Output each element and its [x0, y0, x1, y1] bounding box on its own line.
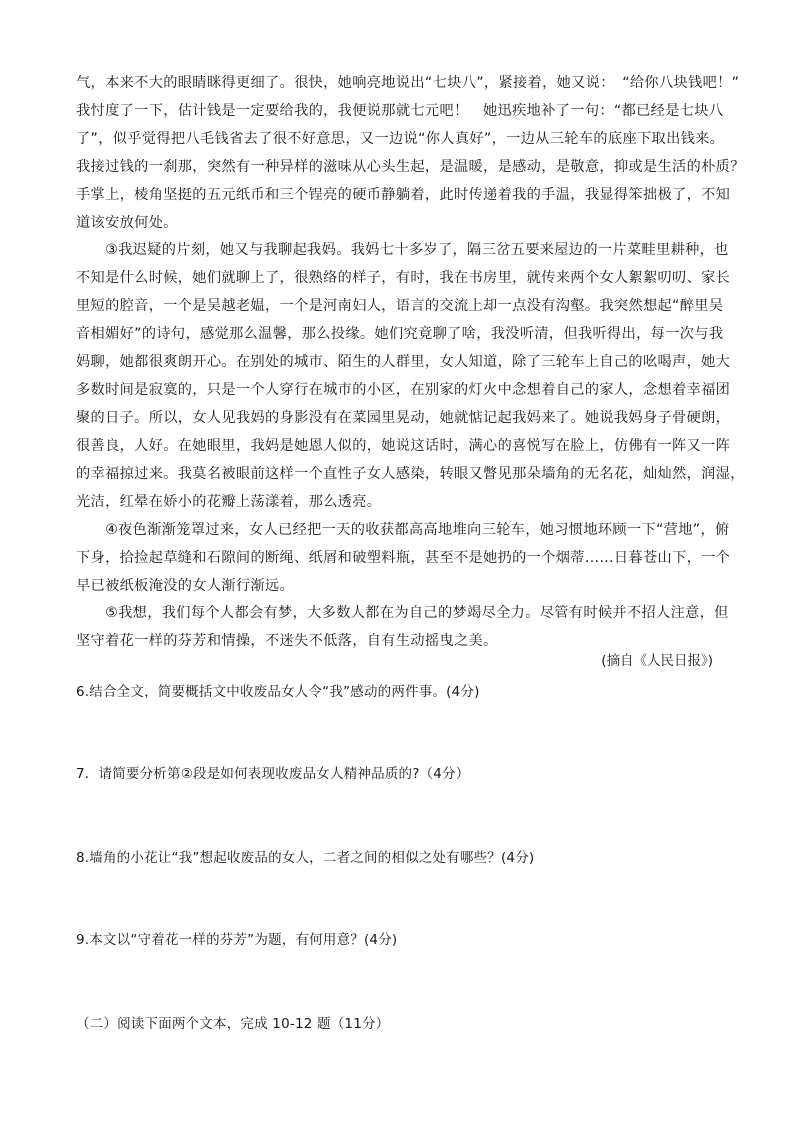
passage-line: 多数时间是寂寞的，只是一个人穿行在城市的小区，在别家的灯火中念想着自己的家人，念想着幸福团: [76, 382, 731, 398]
passage-line: 早已被纸板淹没的女人渐行渐远。: [76, 578, 295, 594]
passage-line: 了”，似乎觉得把八毛钱省去了很不好意思，又一边说“你人真好”，一边从三轮车的底座下取出钱来。: [76, 131, 725, 147]
paragraph-4-start: ④夜色渐渐笼罩过来，女人已经把一天的收获都高高地堆向三轮车，她习惯地环顾一下“营地”，俯: [76, 522, 730, 538]
passage-line: 手掌上，棱角坚挺的五元纸币和三个锃亮的硬币静躺着，此时传递着我的手温，我显得笨拙极了，不知: [76, 187, 731, 203]
passage-line: 很善良，人好。在她眼里，我妈是她恩人似的，她说这话时，满心的喜悦写在脸上，仿佛有一阵又一阵: [76, 438, 731, 454]
passage-line: 不知是什么时候，她们就聊上了，很熟络的样子，有时，我在书房里，就传来两个女人絮絮叨叨、家长: [76, 270, 731, 286]
passage-line: 道该安放何处。: [76, 215, 178, 231]
passage-line: 气，本来不大的眼睛眯得更细了。很快，她响亮地说出“七块八”，紧接着，她又说： “给你八块钱吧！”: [76, 75, 740, 91]
passage-line: 妈聊，她都很爽朗开心。在别处的城市、陌生的人群里，女人知道，除了三轮车上自己的吆喝声，她大: [76, 354, 731, 370]
passage-line: 我接过钱的一刹那，突然有一种异样的滋味从心头生起，是温暖，是感动，是敬意，抑或是生活的朴质？: [76, 159, 745, 175]
section-heading: （二）阅读下面两个文本，完成 10-12 题（11分）: [76, 1016, 390, 1032]
question-7: 7．请简要分析第②段是如何表现收废品女人精神品质的?（4分）: [76, 766, 470, 782]
question-8: 8.墙角的小花让“我”想起收废品的女人，二者之间的相似之处有哪些？(4分): [76, 850, 535, 866]
passage-line: 里短的腔音，一个是吴越老媪，一个是河南妇人，语言的交流上却一点没有沟壑。我突然想起“醉里吴: [76, 298, 724, 314]
source-citation: (摘自《人民日报》): [601, 653, 713, 669]
passage-line: 我忖度了一下，估计钱是一定要给我的，我便说那就七元吧！ 她迅疾地补了一句：“都已经是七块八: [76, 103, 724, 119]
passage-line: 光洁，红晕在娇小的花瓣上荡漾着，那么透亮。: [76, 494, 382, 510]
passage-line: 音相媚好”的诗句，感觉那么温馨，那么投缘。她们究竟聊了啥，我没听清，但我听得出，每一次与我: [76, 326, 724, 342]
passage-line: 坚守着花一样的芬芳和情操，不迷失不低落，自有生动摇曳之美。: [76, 633, 498, 649]
passage-line: 的幸福掠过来。我莫名被眼前这样一个直性子女人感染，转眼又瞥见那朵墙角的无名花，灿灿然，润湿，: [76, 466, 745, 482]
paragraph-5-start: ⑤我想，我们每个人都会有梦，大多数人都在为自己的梦竭尽全力。尽管有时候并不招人注意，但: [76, 605, 729, 621]
passage-line: 聚的日子。所以，女人见我妈的身影没有在菜园里晃动，她就惦记起我妈来了。她说我妈身子骨硬朗，: [76, 410, 731, 426]
paragraph-3-start: ③我迟疑的片刻，她又与我聊起我妈。我妈七十多岁了，隔三岔五要来屋边的一片菜畦里耕种，也: [76, 242, 729, 258]
passage-line: 下身，拾捡起草缝和石隙间的断绳、纸屑和破塑料瓶，甚至不是她扔的一个烟蒂……日暮苍山下，一个: [76, 550, 731, 566]
question-9: 9.本文以“守着花一样的芬芳”为题，有何用意？(4分): [76, 932, 398, 948]
question-6: 6.结合全文，简要概括文中收废品女人令“我”感动的两件事。(4分): [76, 684, 480, 700]
